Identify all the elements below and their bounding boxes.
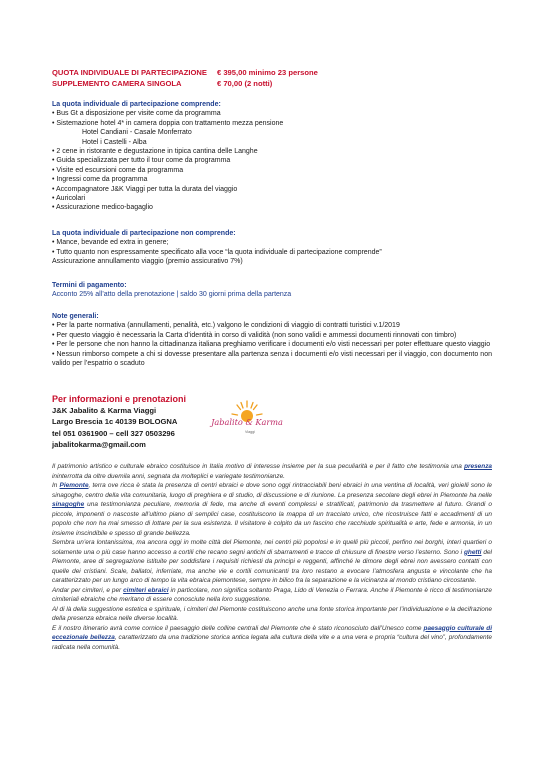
text-run: , caratterizzato da una tradizione storica antica legata alla cultura della vite e a una vera e propria “cultura del vino”, profondamente radicata nella comunità. — [52, 634, 492, 651]
highlight: cimiteri ebraici — [123, 586, 169, 594]
excludes-item: • Mance, bevande ed extra in genere; — [52, 239, 169, 247]
company-phone: tel 051 0361900 – cell 327 0503296 — [52, 428, 175, 438]
text-run: In — [52, 482, 60, 489]
description-text — [52, 462, 492, 652]
includes-item: • Auricolari — [52, 195, 86, 203]
excludes-item: • Tutto quanto non espressamente specificato alla voce “la quota individuale di partecipazione comprende” — [52, 248, 382, 256]
notes-section — [52, 312, 492, 368]
includes-section — [52, 100, 492, 213]
includes-item: • Assicurazione medico-bagaglio — [52, 204, 153, 212]
includes-item: • 2 cene in ristorante e degustazione in tipica cantina delle Langhe — [52, 148, 258, 156]
text-run: E il nostro itinerario avrà come cornice il paesaggio delle colline centrali del Piemonte che è stato riconosciuto dall’Unesco come — [52, 624, 424, 632]
text-run: Andar per cimiteri, e per — [52, 586, 124, 594]
text-run: , terra ove ricca è stata la presenza di centri ebraici e dove sono oggi rintracciabili beni ebraici in una ventina di località, veri gioielli sono le sinagoghe, centro della vita comunitaria, luogo di preghiera e di studio, di discussione e di riunione. La presenza secolare degli ebrei in Piemonte ha nelle — [52, 482, 492, 499]
quota-label: QUOTA INDIVIDUALE DI PARTECIPAZIONE — [52, 68, 207, 77]
paragraph — [52, 481, 492, 538]
includes-item: • Visite ed escursioni come da programma — [52, 166, 184, 174]
paragraph: Al di là della suggestione estetica e spirituale, i cimiteri del Piemonte costituiscono anche una fonte storica importante per l’individuazione e la decifrazione della presenza ebraica nelle diverse località. — [52, 605, 492, 622]
notes-item: • Per le persone che non hanno la cittadinanza italiana preghiamo verificare i documenti e/o visti necessari per poter effettuare questo viaggio — [52, 341, 491, 349]
payment-heading: Termini di pagamento: — [52, 282, 127, 289]
text-run: una testimonianza peculiare, memoria di fede, ma anche di eventi complessi e stratificati, patrimonio da trasmettere al futuro. Grandi o piccole, imponenti o nascoste all’ultimo piano di semplici case, costituiscono la mappa di un tracciato unico, che ricostruisce fatti e accadimenti di un popolo che non ha mai smesso di lottare per la sua esistenza. Il visitatore è colpito da un fascino che racchiude spiritualità e arte, fede e armonia, in un insieme inscindibile e spesso di grande bellezza. — [52, 501, 492, 537]
highlight: Piemonte — [59, 482, 89, 489]
includes-heading: La quota individuale di partecipazione comprende: — [52, 101, 221, 108]
quota-value: € 395,00 minimo 23 persone — [217, 68, 318, 77]
logo-text: Jabalito & Karma — [211, 417, 283, 427]
notes-heading: Note generali: — [52, 313, 99, 320]
highlight: ghetti — [463, 548, 482, 556]
text-run: ininterrotta da oltre duemila anni, segnata da molteplici e variegate testimonianze. — [52, 472, 285, 480]
paragraph — [52, 538, 492, 586]
notes-item: • Nessun rimborso compete a chi si dovesse presentare alla partenza senza i documenti e/o visti necessari per il viaggio, con documento non valido per l’espatrio o scaduto — [52, 350, 492, 368]
notes-item: • Per questo viaggio è necessaria la Carta d’identità in corso di validità (non sono validi e ammessi documenti rinnovati con timbro) — [52, 331, 457, 339]
company-email[interactable]: jabalitokarma@gmail.com — [52, 439, 146, 449]
excludes-section — [52, 229, 492, 267]
highlight: presenza — [464, 463, 492, 470]
includes-item: • Bus Gt a disposizione per visite come da programma — [52, 110, 221, 118]
highlight: sinagoghe — [52, 501, 85, 508]
single-supplement-label: SUPPLEMENTO CAMERA SINGOLA — [52, 79, 182, 88]
text-run: Sembra un’era lontanissima, ma ancora oggi in molte città del Piemonte, nei centri più popolosi e in quelli più piccoli, perfino nei borghi, interi quartieri o solamente una o più case hanno accesso a cortili che recano segni antichi di sbarramenti e tracce di chiusure di finestre verso l’esterno. Sono i — [52, 539, 492, 556]
notes-item: • Per la parte normativa (annullamenti, penalità, etc.) valgono le condizioni di viaggio di contratti turistici v.1/2019 — [52, 322, 400, 330]
includes-item: • Guida specializzata per tutto il tour come da programma — [52, 157, 231, 165]
includes-item: Hotel i Castelli - Alba — [82, 138, 147, 146]
payment-section — [52, 281, 492, 300]
payment-text: Acconto 25% all’atto della prenotazione | saldo 30 giorni prima della partenza — [52, 291, 292, 299]
highlight: paesaggio culturale di eccezionale bellezza — [52, 624, 492, 641]
contact-heading: Per informazioni e prenotazioni — [52, 394, 187, 404]
includes-item: Hotel Candiani - Casale Monferrato — [82, 129, 192, 137]
includes-item: • Accompagnatore J&K Viaggi per tutta la durata del viaggio — [52, 185, 238, 193]
paragraph — [52, 462, 492, 481]
excludes-item: Assicurazione annullamento viaggio (premio assicurativo 7%) — [52, 258, 243, 266]
company-name: J&K Jabalito & Karma Viaggi — [52, 406, 157, 415]
paragraph — [52, 586, 492, 605]
pricing-block — [52, 67, 318, 89]
logo-subtext: Viaggi — [245, 430, 255, 434]
paragraph — [52, 624, 492, 653]
text-run: Il patrimonio artistico e culturale ebraico costituisce in Italia motivo di interesse insieme per la sua peculiarità e per il fatto che testimonia una — [52, 463, 465, 470]
company-logo — [211, 398, 283, 440]
excludes-heading: La quota individuale di partecipazione non comprende: — [52, 230, 236, 237]
includes-item: • Sistemazione hotel 4* in camera doppia con trattamento mezza pensione — [52, 119, 284, 127]
text-run: del Piemonte, aree di segregazione istituite per soddisfare i requisiti richiesti da principi e reggenti, affinché le dimore degli ebrei non avessero contatti con quelle dei cristiani. Scale, ballatoi, inferriate, ma anche vie e cortili comunicanti tra loro restano a evocare l’atmosfera angusta e vincolante che ha caratterizzato per un lungo arco di tempo la vita ebraica piemontese, sempre in bilico fra la separazione e la vicinanza al mondo cristiano circostante. — [52, 548, 492, 584]
text-run: in particolare, non significa soltanto Praga, Lido di Venezia o Ferrara. Anche il Piemonte è ricco di testimonianze cimiteriali ebraiche che meritano di essere conosciute nella loro suggestione. — [52, 586, 492, 603]
quota-row — [52, 67, 318, 78]
single-supplement-row — [52, 78, 318, 89]
company-address: Largo Brescia 1c 40139 BOLOGNA — [52, 417, 178, 427]
single-supplement-value: € 70,00 (2 notti) — [217, 79, 273, 88]
includes-item: • Ingressi come da programma — [52, 176, 148, 184]
